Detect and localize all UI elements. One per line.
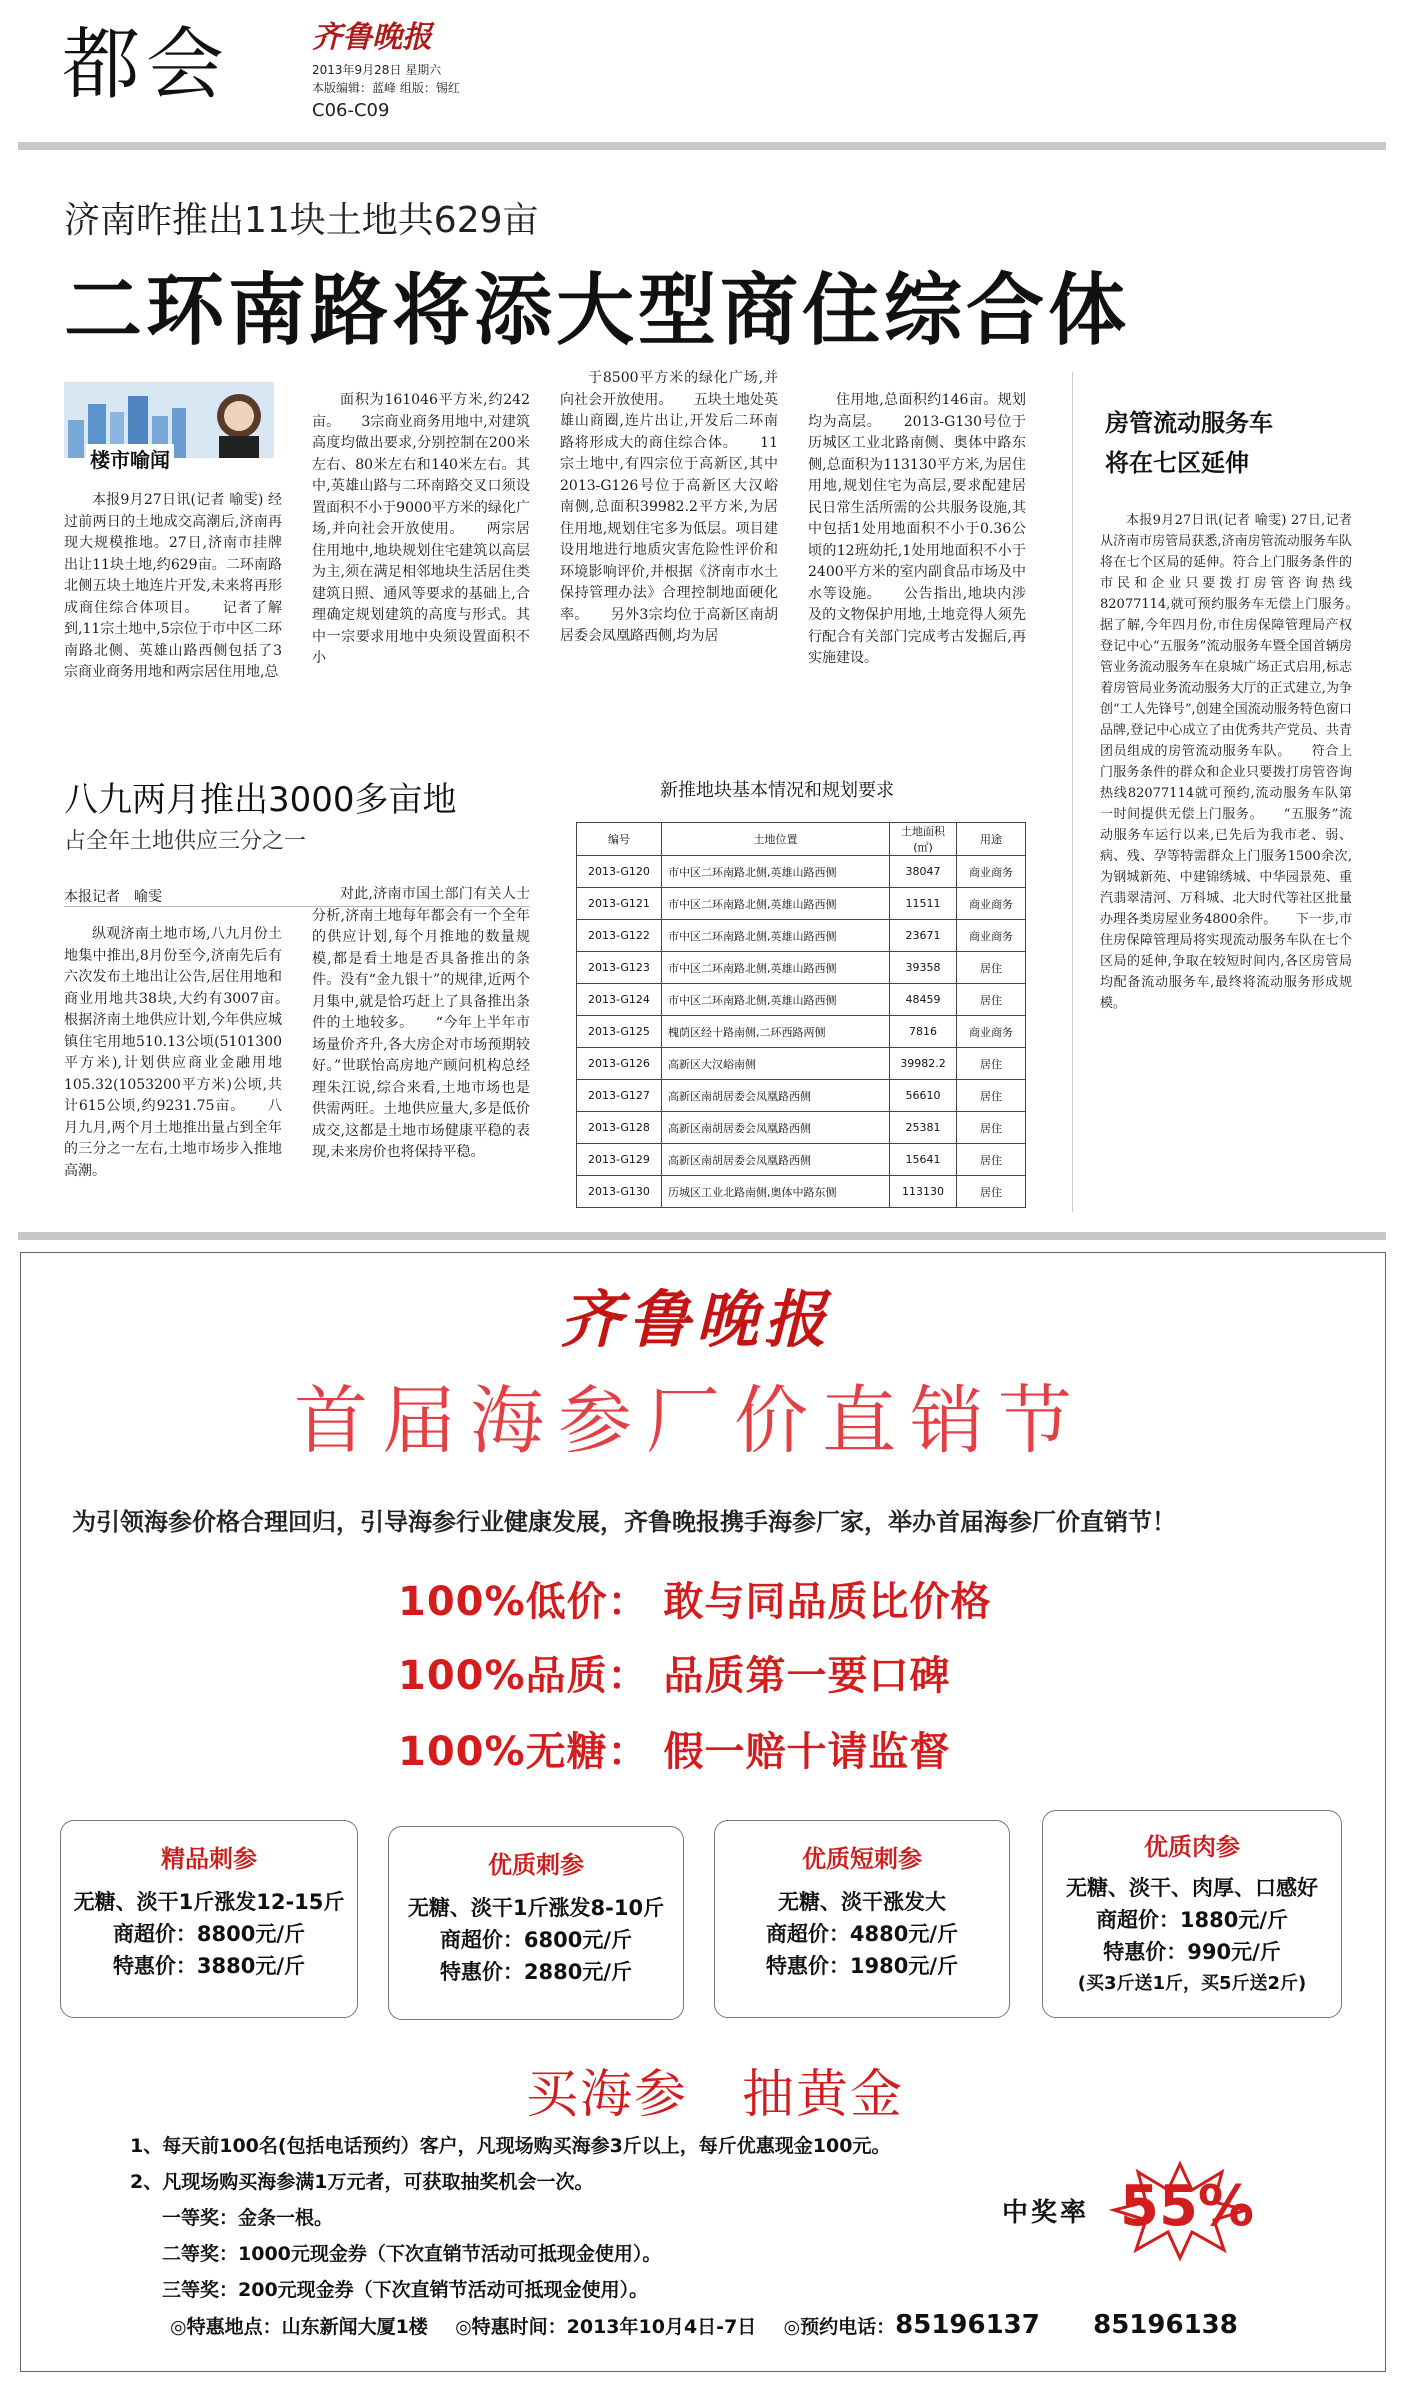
product-retail-price: 商超价：6800元/斤	[439, 1928, 633, 1952]
side-body	[1100, 510, 1379, 1202]
cell-location: 槐荫区经十路南侧,二环西路两侧	[662, 1016, 890, 1048]
rule-2: 2、凡现场购买海参满1万元者，可获取抽奖机会一次。	[130, 2171, 594, 2193]
page-range: C06-C09	[312, 100, 390, 121]
cell-id: 2013-G126	[577, 1048, 662, 1080]
second-col-1	[64, 924, 310, 1214]
cell-area: 39358	[890, 952, 957, 984]
main-kicker: 济南昨推出11块土地共629亩	[64, 200, 539, 241]
product-name: 优质肉参	[1144, 1833, 1240, 1861]
cell-area: 15641	[890, 1144, 957, 1176]
second-col-2-text: 对此,济南市国土部门有关人士分析,济南土地每年都会有一个全年的供应计划,每个月推地的数量规模,都是看土地是否具备推出的条件。没有“金九银十”的规律,近两个月集中,就是恰巧赶上了具备推出条件的土地较多。 “今年上半年市场量价齐升,各大房企对市场预期较好。”世联怡高房地产顾问机构总经理朱江说,综合来看,土地市场也是供需两旺。土地供应量大,多是低价成交,这都是土地市场健康平稳的表现,未来房价也将保持平稳。	[312, 886, 530, 1160]
cell-location: 高新区南胡居委会凤凰路西侧	[662, 1080, 890, 1112]
product-spec: 无糖、淡干、肉厚、口感好	[1066, 1876, 1318, 1900]
table-row	[577, 1048, 1026, 1080]
time-text: ◎特惠时间：2013年10月4日-7日	[455, 2316, 757, 2338]
rule-1: 1、每天前100名(包括电话预约）客户，凡现场购买海参3斤以上，每斤优惠现金100元。	[130, 2135, 891, 2157]
product-offer: (买3斤送1斤，买5斤送2斤)	[1077, 1973, 1307, 1994]
main-col-3-text: 于8500平方米的绿化广场,并向社会开放使用。 五块土地处英雄山商圈,连片出让,开发后二环南路将形成大的商住综合体。 11宗土地中,有四宗位于高新区,其中2013-G126号位于高新区大汉峪南侧,总面积39982.2平方米,为居住用地,规划住宅多为低层。项目建设用地进行地质灾害危险性评价和环境影响评价,并根据《济南市水土保持管理办法》合理控制地面硬化率。 另外3宗均位于高新区南胡居委会凤凰路西侧,均为居	[560, 370, 778, 644]
cell-id: 2013-G130	[577, 1176, 662, 1208]
side-headline-1: 房管流动服务车	[1105, 409, 1273, 437]
product-retail-price: 商超价：8800元/斤	[112, 1922, 306, 1946]
col-header-area: 土地面积(㎡)	[890, 823, 957, 856]
cell-area: 23671	[890, 920, 957, 952]
cell-use: 居住	[957, 1112, 1026, 1144]
table-row	[577, 920, 1026, 952]
table-body	[577, 856, 1026, 1208]
claim-pct: 100%	[398, 1653, 526, 1699]
ad-logo: 齐鲁晚报	[560, 1283, 833, 1356]
cell-location: 高新区大汉峪南侧	[662, 1048, 890, 1080]
cell-id: 2013-G123	[577, 952, 662, 984]
claim-label: 无糖：	[525, 1729, 649, 1775]
cell-use: 居住	[957, 984, 1026, 1016]
cell-area: 25381	[890, 1112, 957, 1144]
cell-location: 高新区南胡居委会凤凰路西侧	[662, 1144, 890, 1176]
ad-intro: 为引领海参价格合理回归，引导海参行业健康发展，齐鲁晚报携手海参厂家，举办首届海参厂价直销节！	[72, 1508, 1176, 1536]
cell-area: 11511	[890, 888, 957, 920]
col-header-use: 用途	[957, 823, 1026, 856]
cell-location: 高新区南胡居委会凤凰路西侧	[662, 1112, 890, 1144]
cell-area: 39982.2	[890, 1048, 957, 1080]
cell-area: 38047	[890, 856, 957, 888]
cell-id: 2013-G128	[577, 1112, 662, 1144]
ad-title: 首届海参厂价直销节	[294, 1378, 1086, 1464]
claim-text: 品质第一要口碑	[663, 1653, 951, 1699]
cell-id: 2013-G120	[577, 856, 662, 888]
masthead-rule	[18, 142, 1386, 150]
cell-area: 56610	[890, 1080, 957, 1112]
claim-pct: 100%	[398, 1729, 526, 1775]
cell-use: 居住	[957, 1080, 1026, 1112]
cell-use: 居住	[957, 1048, 1026, 1080]
cell-location: 历城区工业北路南侧,奥体中路东侧	[662, 1176, 890, 1208]
claim-pct: 100%	[398, 1579, 526, 1625]
cell-use: 居住	[957, 1144, 1026, 1176]
main-col-4	[808, 390, 1026, 720]
product-sale-price: 特惠价：3880元/斤	[112, 1954, 306, 1978]
product-card	[60, 1820, 358, 2018]
product-retail-price: 商超价：4880元/斤	[765, 1922, 959, 1946]
product-name: 优质刺参	[488, 1851, 584, 1879]
claim-row-2	[398, 1644, 951, 1701]
product-card	[1042, 1810, 1342, 2018]
second-byline: 本报记者 喻雯	[64, 889, 162, 905]
cell-location: 市中区二环南路北侧,英雄山路西侧	[662, 856, 890, 888]
cell-id: 2013-G127	[577, 1080, 662, 1112]
venue-text: ◎特惠地点：山东新闻大厦1楼	[170, 2316, 428, 2338]
cell-area: 113130	[890, 1176, 957, 1208]
cell-id: 2013-G125	[577, 1016, 662, 1048]
starburst-badge	[1110, 2160, 1255, 2260]
main-col-4-text: 住用地,总面积约146亩。规划均为高层。 2013-G130号位于历城区工业北路南侧、奥体中路东侧,总面积为113130平方米,为居住用地,规划住宅为高层,要求配建居民日常生活所需的公共服务设施,其中包括1处用地面积不小于0.36公顷的12班幼托,1处用地面积不小于2400平方米的室内副食品市场及中水等设施。 公告指出,地块内涉及的文物保护用地,土地竞得人须先行配合有关部门完成考古发掘后,再实施建设。	[808, 392, 1026, 666]
cell-id: 2013-G124	[577, 984, 662, 1016]
odds-value: 55%	[1120, 2174, 1255, 2239]
cell-use: 居住	[957, 1176, 1026, 1208]
cell-area: 7816	[890, 1016, 957, 1048]
product-spec: 无糖、淡干涨发大	[778, 1890, 946, 1914]
editor-line: 本版编辑：蓝峰 组版：锡红	[312, 81, 460, 95]
claim-text: 敢与同品质比价格	[663, 1579, 992, 1625]
phone-number-2: 85196138	[1093, 2310, 1238, 2340]
product-spec: 无糖、淡干1斤涨发12-15斤	[73, 1890, 345, 1914]
prize-2: 二等奖：1000元现金券（下次直销节活动可抵现金使用）。	[162, 2243, 662, 2265]
table-title: 新推地块基本情况和规划要求	[660, 780, 894, 801]
main-headline: 二环南路将添大型商住综合体	[64, 266, 1131, 356]
phone-number-1: 85196137	[895, 2310, 1040, 2340]
cell-area: 48459	[890, 984, 957, 1016]
table-row	[577, 1112, 1026, 1144]
second-col-2	[312, 884, 530, 1214]
product-card	[388, 1826, 684, 2020]
cell-id: 2013-G122	[577, 920, 662, 952]
claim-label: 品质：	[525, 1653, 649, 1699]
prize-1: 一等奖：金条一根。	[162, 2207, 334, 2229]
table-row	[577, 1080, 1026, 1112]
draw-title: 买海参 抽黄金	[526, 2065, 905, 2125]
claim-row-3	[398, 1720, 951, 1777]
table-row	[577, 1016, 1026, 1048]
product-sale-price: 特惠价：990元/斤	[1103, 1940, 1281, 1964]
table-row	[577, 984, 1026, 1016]
side-body-text: 本报9月27日讯(记者 喻雯) 27日,记者从济南市房管局获悉,济南房管流动服务车队将在七个区局的延伸。符合上门服务条件的市民和企业只要拨打房管咨询热线82077114,就可预约服务车无偿上门服务。 据了解,今年四月份,市住房保障管理局产权登记中心“五服务”流动服务车暨全国首辆房管业务流动服务车在泉城广场正式启用,标志着房管局业务流动服务大厅的正式建立,为争创“工人先锋号”,创建全国流动服务特色窗口品牌,登记中心成立了由优秀共产党员、共青团员组成的房管流动服务车队。 符合上门服务条件的群众和企业只要拨打房管咨询热线82077114就可预约,流动服务车队第一时间提供无偿上门服务。 “五服务”流动服务车运行以来,已先后为我市老、弱、病、残、孕等特需群众上门服务1500余次,为钢城新苑、中建锦绣城、中华园景苑、重汽翡翠清河、万科城、北大时代等社区批量办理各类房屋业务4800余件。 下一步,市住房保障管理局将实现流动服务车队在七个区局的延伸,争取在较短时间内,各区房管局均配备流动服务车,最终将流动服务形成规模。	[1100, 513, 1379, 1011]
product-name: 精品刺参	[161, 1845, 257, 1873]
product-sale-price: 特惠价：1980元/斤	[765, 1954, 959, 1978]
cell-location: 市中区二环南路北侧,英雄山路西侧	[662, 920, 890, 952]
cell-use: 商业商务	[957, 856, 1026, 888]
main-col-1	[64, 490, 282, 720]
table-row	[577, 952, 1026, 984]
table-header-row	[577, 823, 1026, 856]
side-headline-2: 将在七区延伸	[1105, 449, 1249, 477]
main-col-2	[312, 390, 530, 720]
ad-footer	[170, 2310, 1238, 2340]
cell-use: 居住	[957, 952, 1026, 984]
col-header-location: 土地位置	[662, 823, 890, 856]
product-spec: 无糖、淡干1斤涨发8-10斤	[407, 1896, 665, 1920]
prize-3: 三等奖：200元现金券（下次直销节活动可抵现金使用）。	[162, 2279, 649, 2301]
main-col-1-text: 本报9月27日讯(记者 喻雯) 经过前两日的土地成交高潮后,济南再现大规模推地。27日,济南市挂牌出让11块土地,约629亩。二环南路北侧五块土地连片开发,未来将再形成商住综合体项目。 记者了解到,11宗土地中,5宗位于市中区二环南路北侧、英雄山路西侧包括了3宗商业商务用地和两宗居住用地,总	[64, 492, 282, 680]
page-rule	[18, 1232, 1386, 1240]
product-retail-price: 商超价：1880元/斤	[1095, 1908, 1289, 1932]
phone-label: ◎预约电话：	[783, 2316, 896, 2338]
table-row	[577, 1176, 1026, 1208]
odds-label: 中奖率	[1002, 2198, 1090, 2228]
product-sale-price: 特惠价：2880元/斤	[439, 1960, 633, 1984]
cell-location: 市中区二环南路北侧,英雄山路西侧	[662, 888, 890, 920]
date-line: 2013年9月28日 星期六	[312, 63, 442, 77]
claim-text: 假一赔十请监督	[663, 1729, 951, 1775]
col-header-id: 编号	[577, 823, 662, 856]
side-divider	[1072, 372, 1073, 1212]
newspaper-logo: 齐鲁晚报	[312, 20, 432, 55]
product-card	[714, 1820, 1010, 2018]
column-name: 楼市喻闻	[86, 444, 174, 473]
cell-use: 商业商务	[957, 888, 1026, 920]
second-deck: 占全年土地供应三分之一	[64, 829, 307, 854]
land-table	[576, 822, 1026, 1208]
cell-location: 市中区二环南路北侧,英雄山路西侧	[662, 952, 890, 984]
table-row	[577, 888, 1026, 920]
claim-label: 低价：	[525, 1579, 649, 1625]
cell-location: 市中区二环南路北侧,英雄山路西侧	[662, 984, 890, 1016]
table-row	[577, 856, 1026, 888]
claim-row-1	[398, 1570, 992, 1627]
cell-use: 商业商务	[957, 920, 1026, 952]
table-row	[577, 1144, 1026, 1176]
product-name: 优质短刺参	[802, 1845, 922, 1873]
section-title: 都会	[62, 20, 231, 110]
main-col-2-text: 面积为161046平方米,约242亩。 3宗商业商务用地中,对建筑高度均做出要求,分别控制在200米左右、80米左右和140米左右。其中,英雄山路与二环南路交叉口须设置面积不小于9000平方米的绿化广场,并向社会开放使用。 两宗居住用地中,地块规划住宅建筑以高层为主,须在满足相邻地块生活居住类建筑日照、通风等要求的基础上,合理确定规划建筑的高度与形式。其中一宗要求用地中央须设置面积不小	[312, 392, 530, 666]
cell-id: 2013-G121	[577, 888, 662, 920]
cell-use: 商业商务	[957, 1016, 1026, 1048]
second-col-1-text: 纵观济南土地市场,八九月份土地集中推出,8月份至今,济南先后有六次发布土地出让公告,居住用地和商业用地共38块,大约有3007亩。 根据济南土地供应计划,今年供应城镇住宅用地510.13公顷(5101300平方米),计划供应商业金融用地105.32(1053200平方米)公顷,共计615公顷,约9231.75亩。 八月九月,两个月土地推出量占到全年的三分之一左右,土地市场步入推地高潮。	[64, 926, 310, 1179]
main-col-3	[560, 368, 778, 720]
second-headline: 八九两月推出3000多亩地	[64, 780, 457, 820]
cell-id: 2013-G129	[577, 1144, 662, 1176]
